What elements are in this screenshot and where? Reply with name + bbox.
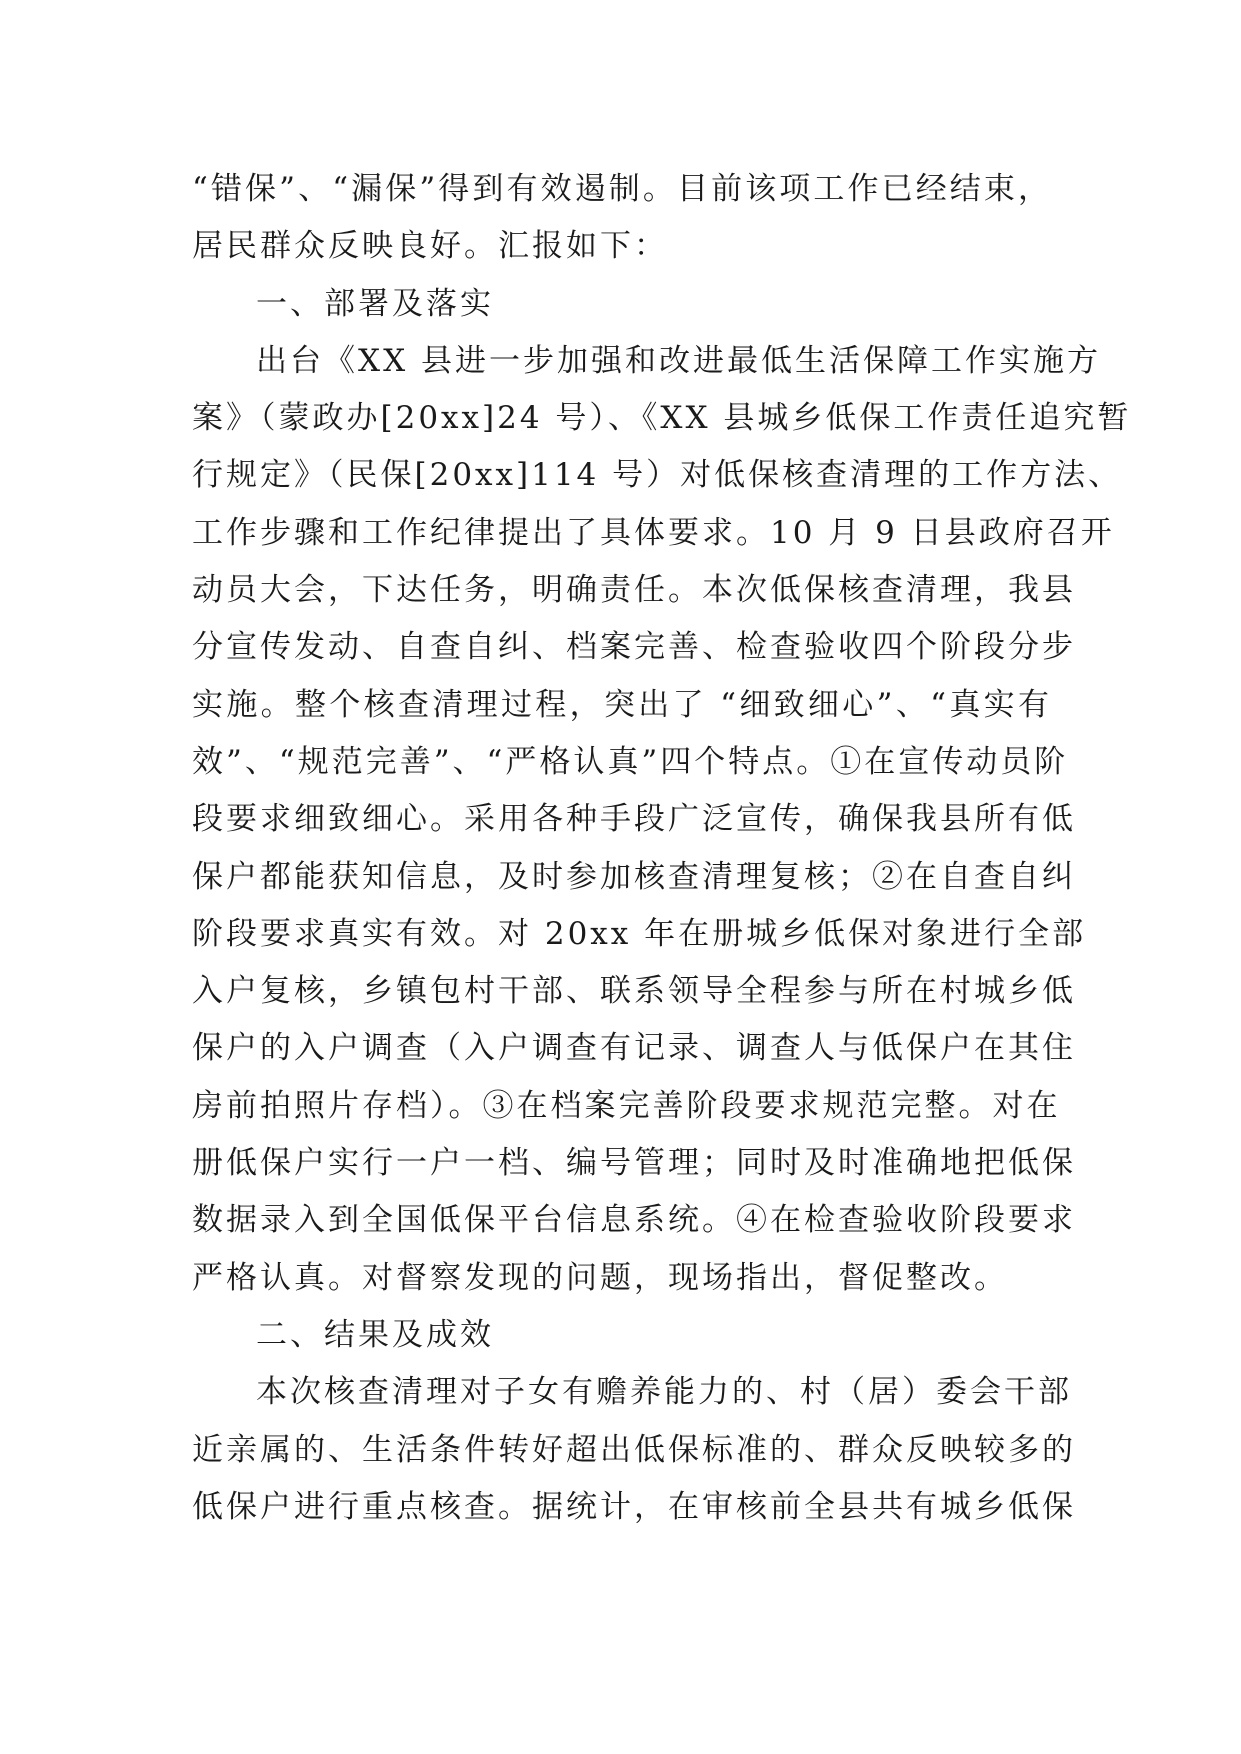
paragraph-line: 工作步骤和工作纪律提出了具体要求。10 月 9 日县政府召开 [192, 514, 1115, 551]
section-heading: 一、部署及落实 [256, 285, 494, 322]
paragraph-line: 本次核查清理对子女有赡养能力的、村（居）委会干部 [256, 1374, 1072, 1411]
paragraph-line: 案》（蒙政办[20xx]24 号）、《XX 县城乡低保工作责任追究暂 [192, 400, 1132, 437]
paragraph-line: 数据录入到全国低保平台信息系统。④在检查验收阶段要求 [192, 1202, 1076, 1239]
paragraph-line: 房前拍照片存档）。③在档案完善阶段要求规范完整。对在 [192, 1087, 1061, 1124]
section-heading: 二、结果及成效 [256, 1316, 494, 1353]
paragraph-line: “错保”、“漏保”得到有效遏制。目前该项工作已经结束， [192, 171, 1052, 207]
paragraph-line: 动员大会，下达任务，明确责任。本次低保核查清理，我县 [192, 572, 1076, 609]
paragraph-line: 段要求细致细心。采用各种手段广泛宣传，确保我县所有低 [192, 801, 1076, 838]
paragraph-line: 效”、“规范完善”、“严格认真”四个特点。①在宣传动员阶 [192, 743, 1069, 780]
paragraph-line: 出台《XX 县进一步加强和改进最低生活保障工作实施方 [256, 342, 1101, 379]
paragraph-line: 近亲属的、生活条件转好超出低保标准的、群众反映较多的 [192, 1431, 1076, 1468]
paragraph-line: 分宣传发动、自查自纠、档案完善、检查验收四个阶段分步 [192, 629, 1076, 666]
paragraph-line: 阶段要求真实有效。对 20xx 年在册城乡低保对象进行全部 [192, 915, 1087, 952]
paragraph-line: 实施。整个核查清理过程，突出了 “细致细心”、“真实有 [192, 686, 1052, 723]
paragraph-line: 保户的入户调查（入户调查有记录、调查人与低保户在其住 [192, 1030, 1076, 1067]
paragraph-line: 入户复核，乡镇包村干部、联系领导全程参与所在村城乡低 [192, 973, 1076, 1010]
paragraph-line: 册低保户实行一户一档、编号管理；同时及时准确地把低保 [192, 1145, 1076, 1182]
paragraph-line: 保户都能获知信息，及时参加核查清理复核；②在自查自纠 [192, 858, 1076, 895]
paragraph-line: 居民群众反映良好。汇报如下： [192, 228, 668, 265]
document-body [192, 161, 1132, 1536]
paragraph-line: 严格认真。对督察发现的问题，现场指出，督促整改。 [192, 1259, 1008, 1296]
paragraph-line: 行规定》（民保[20xx]114 号）对低保核查清理的工作方法、 [192, 457, 1123, 494]
paragraph-line: 低保户进行重点核查。据统计，在审核前全县共有城乡低保 [192, 1488, 1076, 1525]
